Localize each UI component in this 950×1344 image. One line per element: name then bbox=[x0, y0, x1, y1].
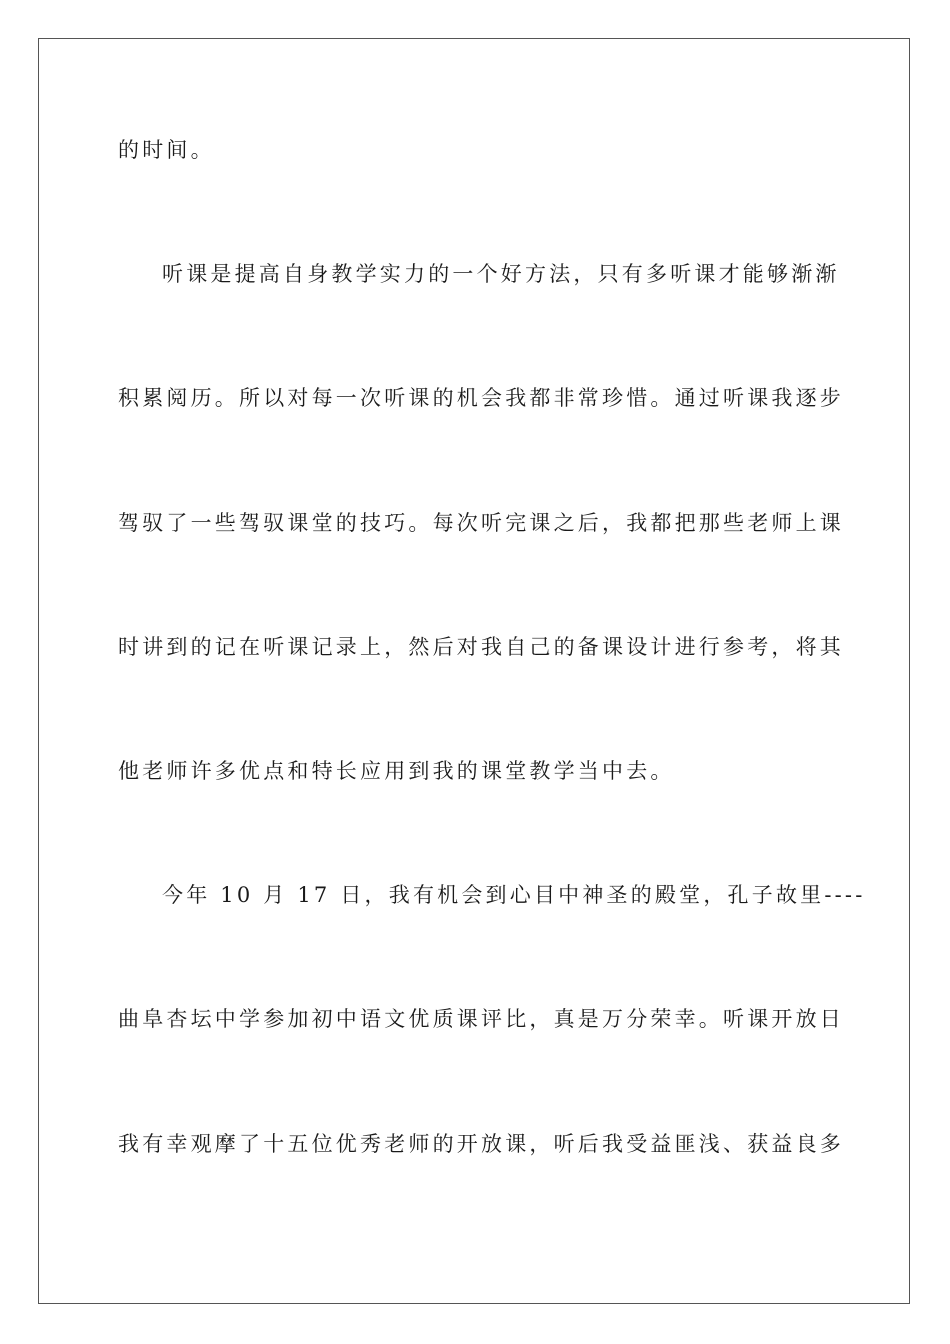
text-line-4: 驾驭了一些驾驭课堂的技巧。每次听完课之后，我都把那些老师上课 bbox=[118, 511, 844, 535]
text-line-6: 他老师许多优点和特长应用到我的课堂教学当中去。 bbox=[118, 759, 675, 783]
text-line-3: 积累阅历。所以对每一次听课的机会我都非常珍惜。通过听课我逐步 bbox=[118, 386, 844, 410]
paragraph-start-line-2: 今年 10 月 17 日，我有机会到心目中神圣的殿堂，孔子故里---- bbox=[162, 883, 866, 907]
text-line-8: 曲阜杏坛中学参加初中语文优质课评比，真是万分荣幸。听课开放日 bbox=[118, 1007, 844, 1031]
text-line-1: 的时间。 bbox=[118, 138, 215, 162]
text-line-9: 我有幸观摩了十五位优秀老师的开放课，听后我受益匪浅、获益良多 bbox=[118, 1132, 844, 1156]
text-line-5: 时讲到的记在听课记录上，然后对我自己的备课设计进行参考，将其 bbox=[118, 635, 844, 659]
page-border bbox=[38, 38, 910, 1304]
paragraph-start-line: 听课是提高自身教学实力的一个好方法，只有多听课才能够渐渐 bbox=[162, 262, 840, 286]
